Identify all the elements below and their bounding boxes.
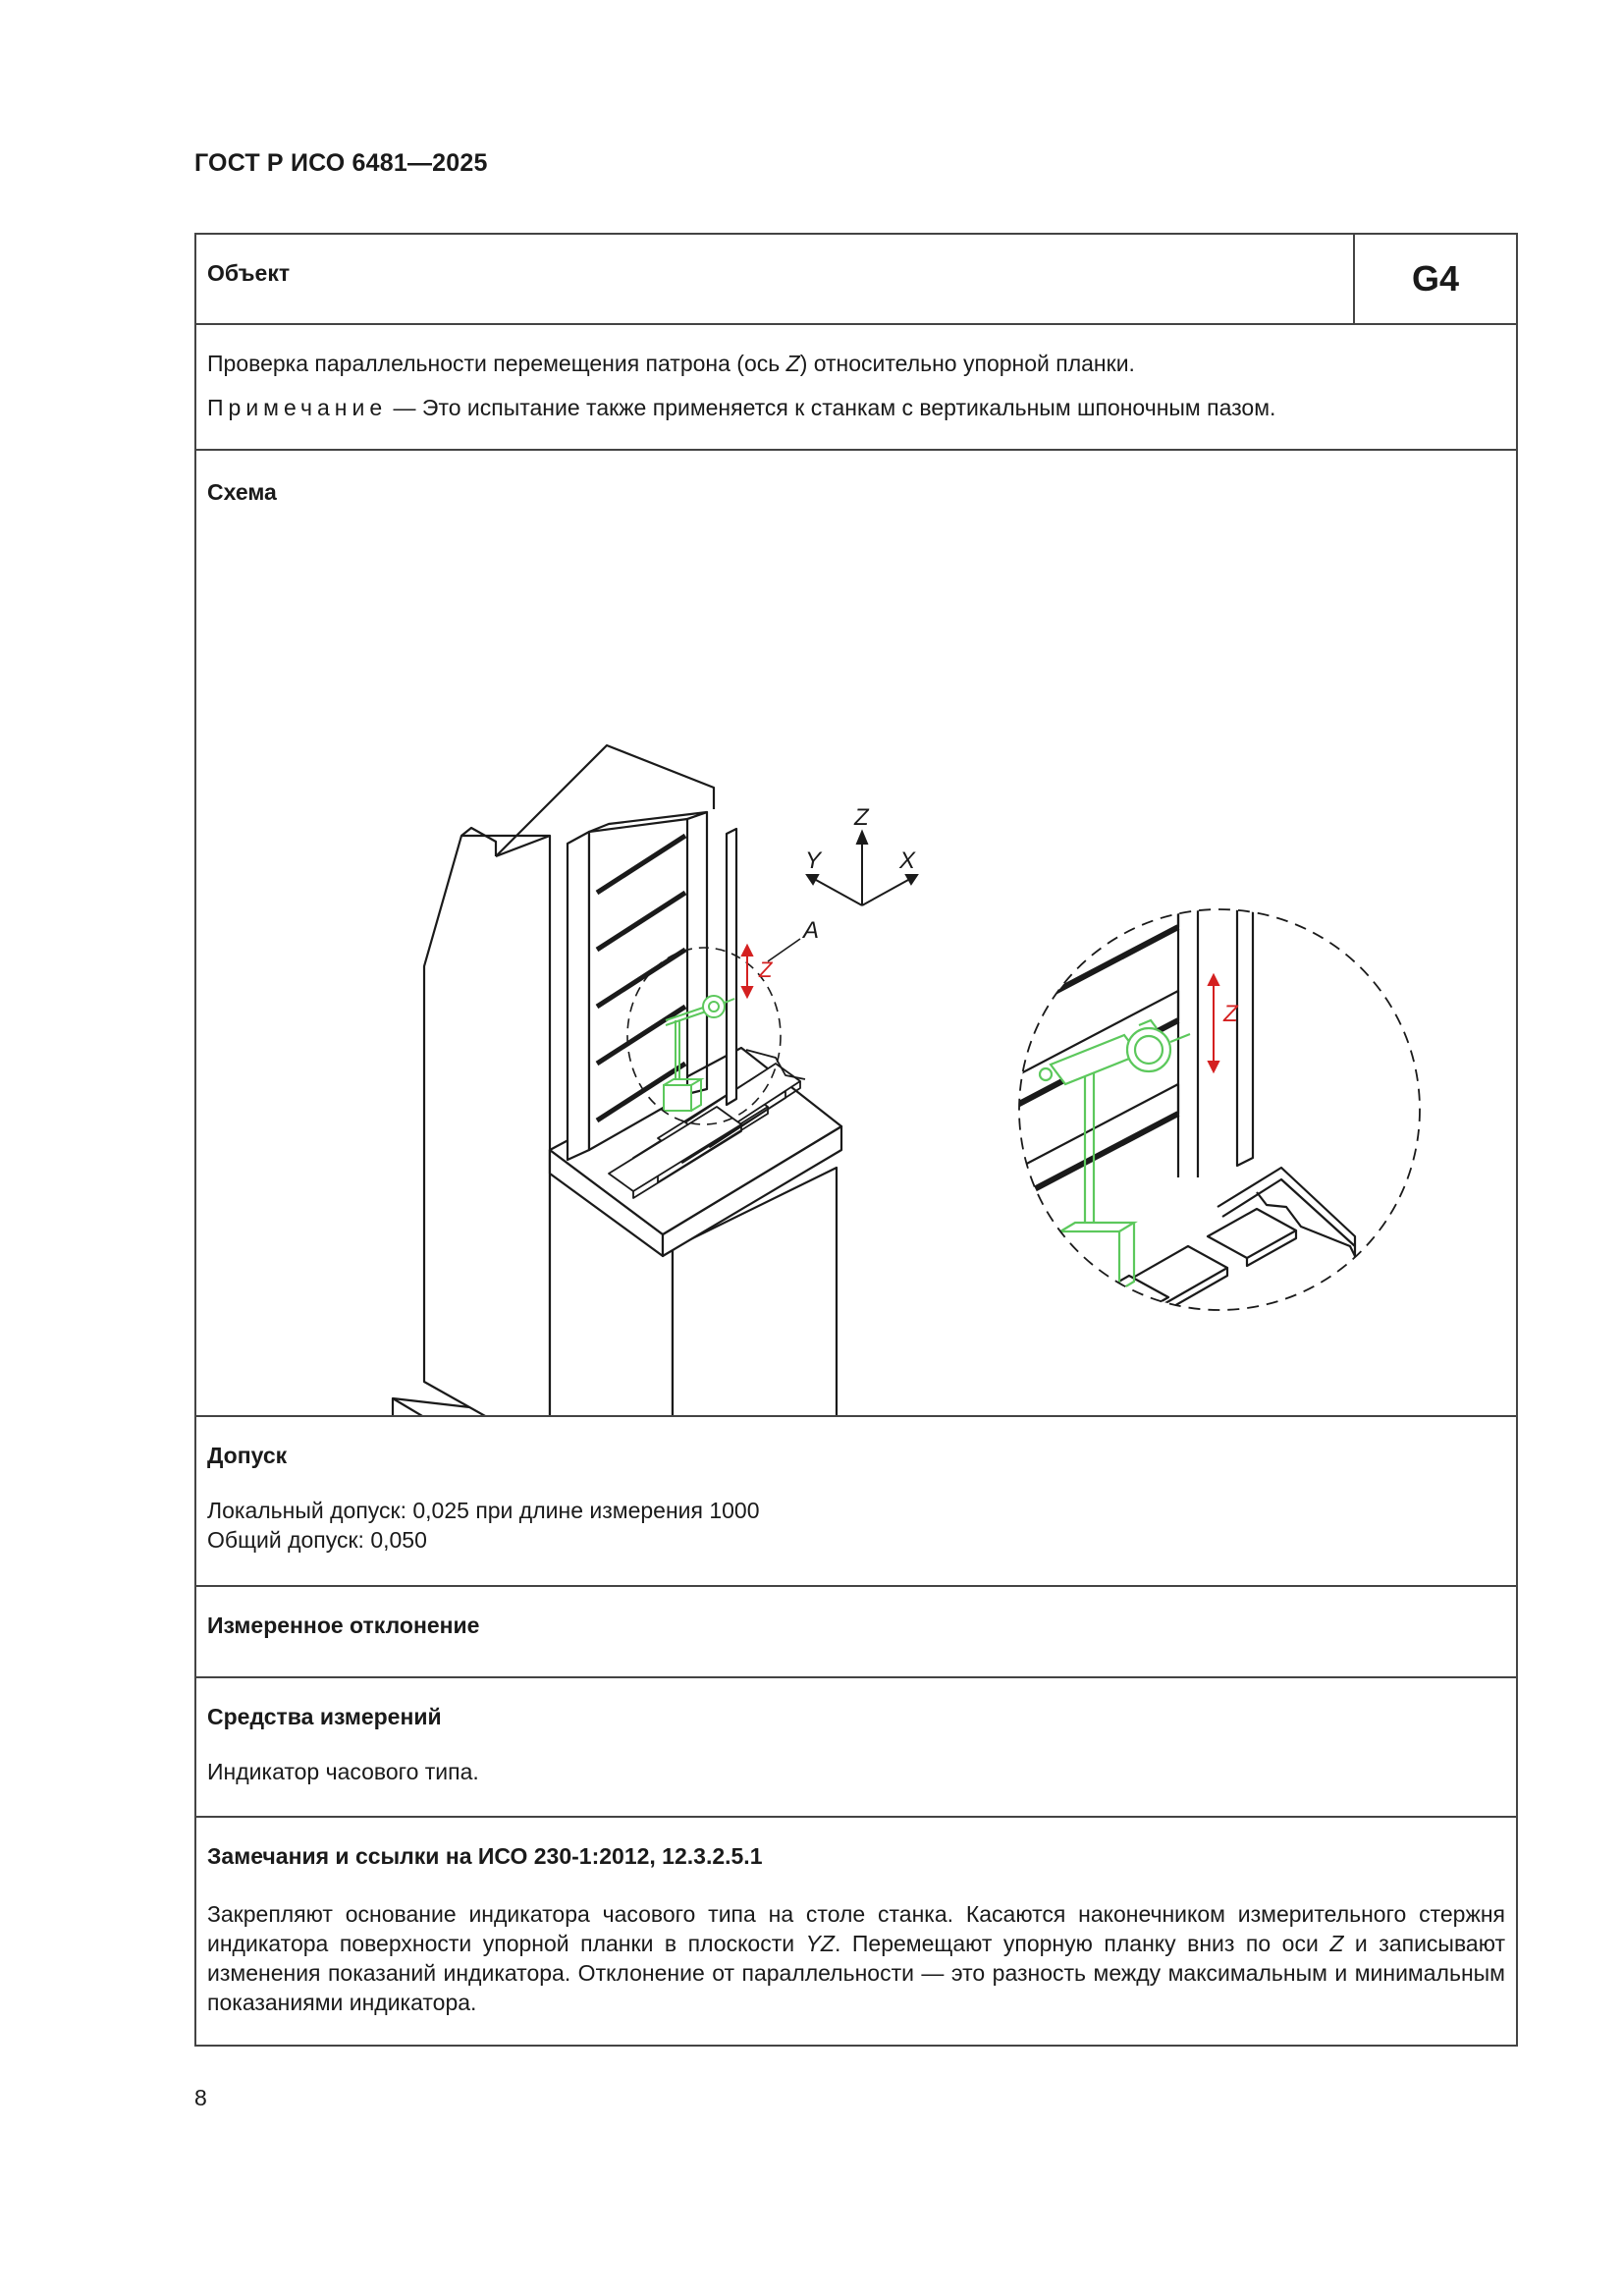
test-sheet <box>194 233 1518 2047</box>
object-code: G4 <box>1411 258 1460 299</box>
check-text-suffix: ) относительно упорной планки. <box>799 351 1135 376</box>
note <box>207 393 1505 423</box>
check-text-prefix: Проверка параллельности перемещения патрона (ось <box>207 351 786 376</box>
total-tolerance: Общий допуск: 0,050 <box>207 1527 427 1553</box>
notes-label: Замечания и ссылки на ИСО 230-1:2012, 12.3.2.5.1 <box>207 1843 763 1869</box>
check-axis: Z <box>785 351 800 376</box>
motion-label-small: Z <box>759 957 773 982</box>
measured-label: Измеренное отклонение <box>207 1613 480 1638</box>
means-text: Индикатор часового типа. <box>207 1759 479 1784</box>
axis-x-label: X <box>899 847 916 874</box>
notes-axis: Z <box>1329 1931 1344 1956</box>
tolerance-label: Допуск <box>207 1443 288 1468</box>
object-label: Объект <box>207 260 291 286</box>
notes-part-3: и записывают изменения показаний индикатора. Отклонение от параллельности — это разность между максимальным и минимальным показаниями индикатора. <box>207 1931 1505 2015</box>
means-row <box>196 1678 1516 1818</box>
description-row <box>196 325 1516 451</box>
document-header: ГОСТ Р ИСО 6481—2025 <box>194 149 488 177</box>
notes-part-1: Закрепляют основание индикатора часового типа на столе станка. Касаются наконечником измерительного стержня индикатора поверхности упорной планки в плоскости <box>207 1901 1505 1956</box>
page-number: 8 <box>194 2085 207 2110</box>
local-tolerance: Локальный допуск: 0,025 при длине измерения 1000 <box>207 1498 760 1523</box>
notes-text <box>207 1899 1505 2017</box>
detail-label: A <box>803 917 820 944</box>
axis-y-label: Y <box>805 847 822 874</box>
object-row <box>196 235 1516 325</box>
scheme-label: Схема <box>207 479 277 505</box>
object-cell <box>196 235 1355 323</box>
detail-view <box>982 883 1360 1337</box>
motion-label-large: Z <box>1223 1001 1238 1027</box>
check-description <box>207 349 1505 379</box>
note-label: Примечание <box>207 395 388 420</box>
motion-arrow-small <box>742 946 752 997</box>
notes-part-2: . Перемещают упорную планку вниз по оси <box>834 1931 1330 1956</box>
scheme-row <box>196 451 1516 1417</box>
notes-plane: YZ <box>805 1931 835 1956</box>
machine-drawing <box>393 745 864 1415</box>
tolerance-row <box>196 1417 1516 1587</box>
means-label: Средства измерений <box>207 1704 442 1729</box>
note-text: — Это испытание также применяется к станкам с вертикальным шпоночным пазом. <box>387 395 1276 420</box>
machine-scheme <box>196 451 1516 1415</box>
measured-row <box>196 1587 1516 1678</box>
detail-leader <box>768 939 800 961</box>
axis-z-label: Z <box>854 804 869 831</box>
tolerance-values <box>207 1496 1505 1555</box>
notes-row <box>196 1818 1516 2047</box>
